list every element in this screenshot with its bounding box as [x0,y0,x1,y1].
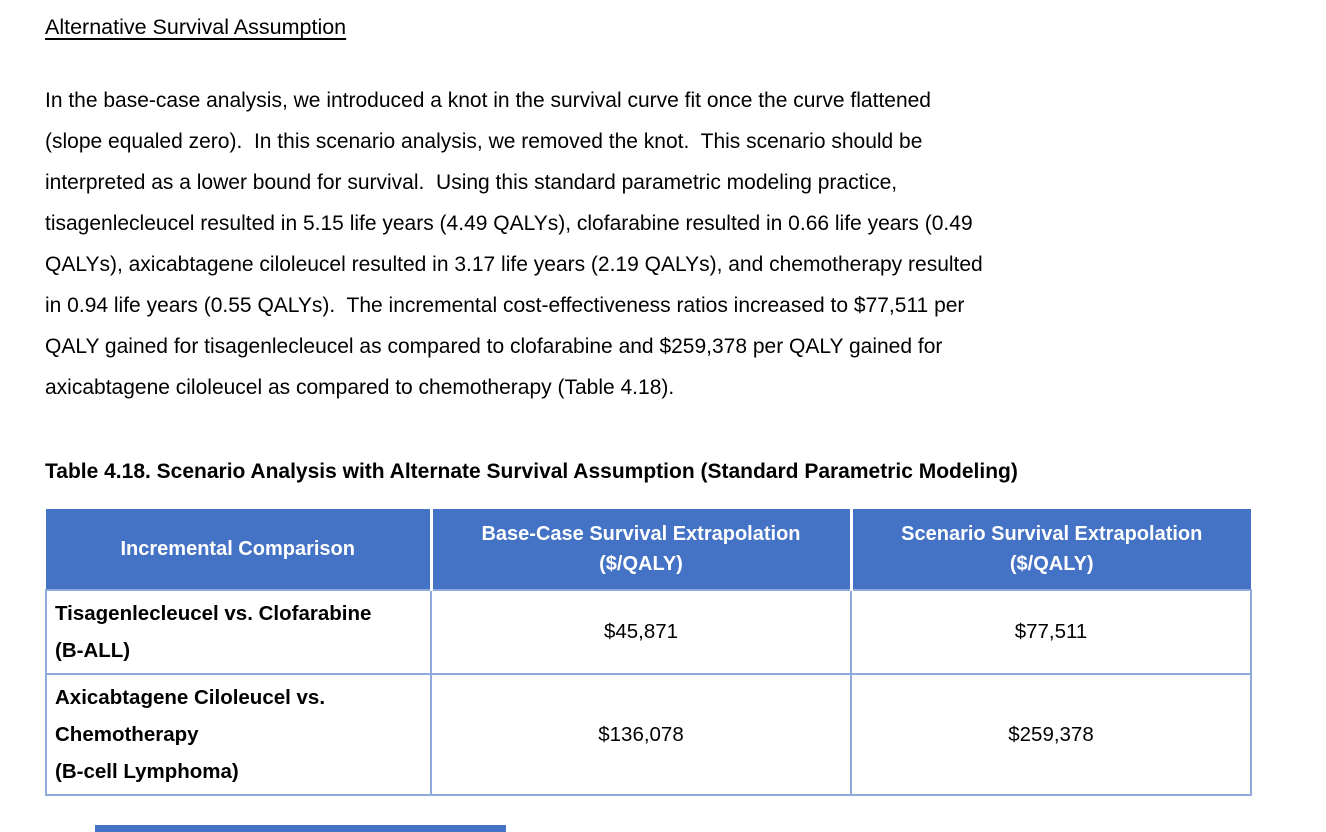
paragraph-line: tisagenlecleucel resulted in 5.15 life years (4.49 QALYs), clofarabine resulted in 0.66 life years (0.49 [45,212,973,235]
table-header-row [46,509,1251,590]
table-row [46,674,1251,795]
paragraph-line: QALY gained for tisagenlecleucel as compared to clofarabine and $259,378 per QALY gained for [45,335,943,358]
header-label-line: Base-Case Survival Extrapolation [481,523,801,545]
comparison-line: Chemotherapy [55,723,199,746]
paragraph-line: (slope equaled zero). In this scenario analysis, we removed the knot. This scenario should be [45,130,923,153]
paragraph-line: in 0.94 life years (0.55 QALYs). The incremental cost-effectiveness ratios increased to $77,511 per [45,294,965,317]
body-paragraph [45,80,1286,408]
paragraph-line: interpreted as a lower bound for survival. Using this standard parametric modeling practice, [45,171,898,194]
header-label-line: ($/QALY) [599,553,683,575]
scenario-analysis-table [45,509,1252,796]
comparison-cell [46,590,431,674]
comparison-cell [46,674,431,795]
table-row [46,590,1251,674]
header-cell-incremental-comparison [46,509,431,590]
paragraph-line: In the base-case analysis, we introduced a knot in the survival curve fit once the curve flattened [45,89,931,112]
comparison-line: (B-cell Lymphoma) [55,760,239,783]
base-case-value: $136,078 [431,674,851,795]
header-label-line: ($/QALY) [1009,553,1094,575]
scenario-value: $259,378 [851,674,1251,795]
table-caption: Table 4.18. Scenario Analysis with Alternate Survival Assumption (Standard Parametric Modeling) [45,460,1018,483]
paragraph-line: QALYs), axicabtagene ciloleucel resulted in 3.17 life years (2.19 QALYs), and chemotherapy resulted [45,253,983,276]
comparison-line: Axicabtagene Ciloleucel vs. [55,686,326,709]
base-case-value: $45,871 [431,590,851,674]
header-cell-base-case [431,509,851,590]
header-label-line: Scenario Survival Extrapolation [901,523,1203,545]
scenario-value: $77,511 [851,590,1251,674]
comparison-line: Tisagenlecleucel vs. Clofarabine [55,602,372,625]
header-cell-scenario [851,509,1251,590]
next-table-cutoff-edge [95,825,506,832]
paragraph-line: axicabtagene ciloleucel as compared to chemotherapy (Table 4.18). [45,376,675,399]
comparison-line: (B-ALL) [55,639,131,662]
section-heading: Alternative Survival Assumption [45,15,347,39]
header-label: Incremental Comparison [120,538,355,560]
